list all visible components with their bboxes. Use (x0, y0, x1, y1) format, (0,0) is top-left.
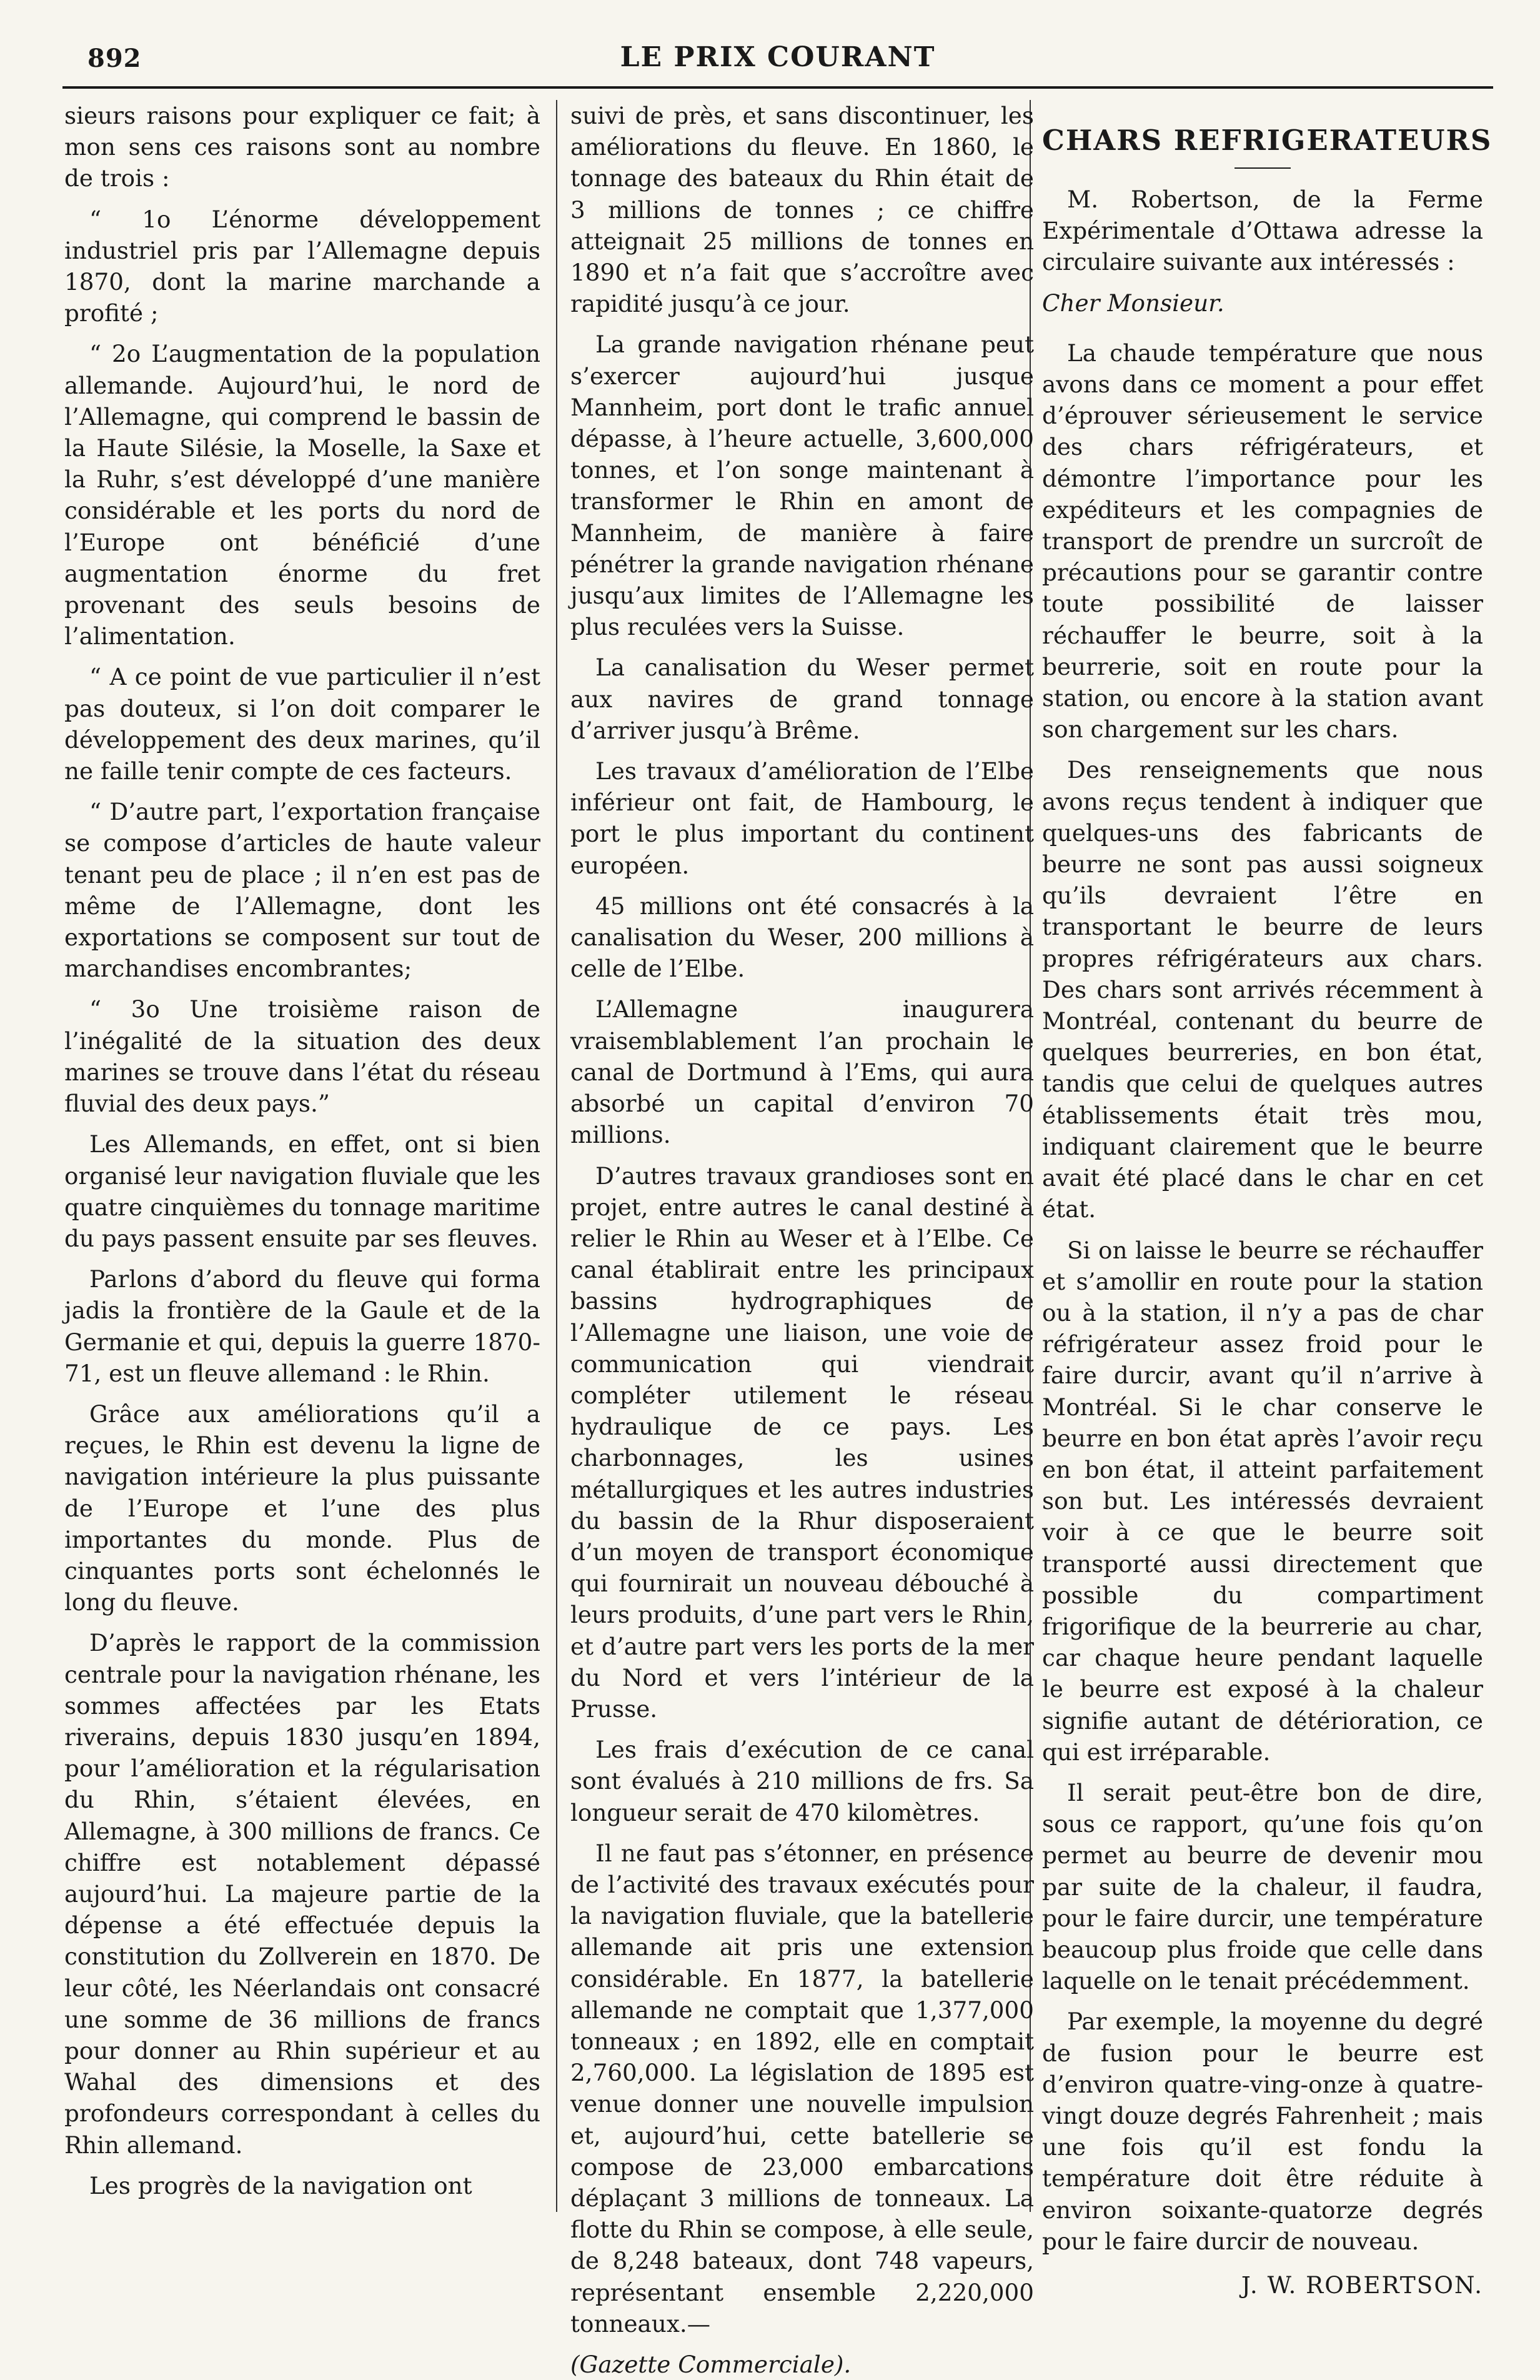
paragraph: D’autres travaux grandioses sont en projet, entre autres le canal destiné à relier le Rhin au Weser et à l’Elbe. Ce canal établirait entre les principaux bassins hydrographiques de l’Allemagne une liaison, une voie de communication qui viendrait compléter utilement le réseau hydraulique de ce pays. Les charbonnages, les usines métallurgiques et les autres industries du bassin de la Rhur disposeraient d’un moyen de transport économique qui fournirait un nouveau débouché à leurs produits, d’une part vers le Rhin, et d’autre part vers les ports de la mer du Nord et vers l’intérieur de la Prusse. (570, 1162, 1034, 1723)
column-2 (570, 100, 1034, 2379)
paragraph: “ D’autre part, l’exportation française se compose d’articles de haute valeur tenant peu de place ; il n’en est pas de même de l’Allemagne, dont les exportations se composent sur tout de marchandises encombrantes; (64, 798, 540, 983)
column-divider (556, 100, 557, 2212)
paragraph: Il ne faut pas s’étonner, en présence de l’activité des travaux exécutés pour la navigation fluviale, que la batellerie allemande ait pris une extension considérable. En 1877, la batellerie allemande ne comptait que 1,377,000 tonneaux ; en 1892, elle en comptait 2,760,000. La législation de 1895 est venue donner une nouvelle impulsion et, aujourd’hui, cette batellerie se compose de 23,000 embarcations déplaçant 3 millions de tonneaux. La flotte du Rhin se compose, à elle seule, de 8,248 bateaux, dont 748 vapeurs, représentant ensemble 2,220,000 tonneaux.— (570, 1839, 1034, 2338)
journal-title: LE PRIX COURANT (620, 41, 936, 73)
paragraph: La chaude température que nous avons dans ce moment a pour effet d’éprouver sérieusement le service des chars réfrigérateurs, et démontre l’importance pour les expéditeurs et les compagnies de transport de prendre un surcroît de précautions pour se garantir contre toute possibilité de laisser réchauffer le beurre, soit à la beurrerie, soit en route pour la station, ou encore à la station avant son chargement sur les chars. (1042, 339, 1483, 744)
paragraph: Des renseignements que nous avons reçus tendent à indiquer que quelques-uns des fabricants de beurre ne sont pas aussi soigneux qu’ils devraient l’être en transportant le beurre de leurs propres réfrigérateurs aux chars. Des chars sont arrivés récemment à Montréal, contenant du beurre de quelques beurreries, en bon état, tandis que celui de quelques autres établissements était très mou, indiquant clairement que le beurre avait été placé dans le char en cet état. (1042, 756, 1483, 1223)
paragraph: Les progrès de la navigation ont (89, 2171, 472, 2199)
paragraph: suivi de près, et sans discontinuer, les améliorations du fleuve. En 1860, le tonnage des bateaux du Rhin était de 3 millions de tonnes ; ce chiffre atteignait 25 millions de tonnes en 1890 et n’a fait que s’accroître avec rapidité jusqu’à ce jour. (570, 102, 1034, 318)
column-3 (1042, 100, 1493, 2299)
signature: J. W. ROBERTSON. (1241, 2271, 1483, 2299)
header-rule (62, 86, 1493, 89)
paragraph: L’Allemagne inaugurera vraisemblablement l’an prochain le canal de Dortmund à l’Ems, qui aura absorbé un capital d’environ 70 millions. (570, 995, 1034, 1149)
paragraph: “ 3o Une troisième raison de l’inégalité de la situation des deux marines se trouve dans l’état du réseau fluvial des deux pays.” (64, 995, 540, 1118)
paragraph: D’après le rapport de la commission centrale pour la navigation rhénane, les sommes affectées par les Etats riverains, depuis 1830 jusqu’en 1894, pour l’amélioration et la régularisation du Rhin, s’étaient élevées, en Allemagne, à 300 millions de francs. Ce chiffre est notablement dépassé aujourd’hui. La majeure partie de la dépense a été effectuée depuis la constitution du Zollverein en 1870. De leur côté, les Néerlandais ont consacré une somme de 36 millions de francs pour donner au Rhin supérieur et au Wahal des dimensions et des profondeurs correspondant à celles du Rhin allemand. (64, 1629, 540, 2159)
paragraph: Par exemple, la moyenne du degré de fusion pour le beurre est d’environ quatre-ving-onze à quatre-vingt douze degrés Fahrenheit ; mais une fois qu’il est fondu la température doit être réduite à environ soixante-quatorze degrés pour le faire durcir de nouveau. (1042, 2008, 1483, 2255)
paragraph: “ 2o L’augmentation de la population allemande. Aujourd’hui, le nord de l’Allemagne, qui comprend le bassin de la Haute Silésie, la Moselle, la Saxe et la Ruhr, s’est développé d’une manière considérable et les ports du nord de l’Europe ont bénéficié d’une augmentation énorme du fret provenant des seuls besoins de l’alimentation. (64, 340, 540, 650)
page-number: 892 (87, 44, 142, 73)
paragraph: Il serait peut-être bon de dire, sous ce rapport, qu’une fois qu’on permet au beurre de devenir mou par suite de la chaleur, il faudra, pour le faire durcir, une température beaucoup plus froide que celle dans laquelle on le tenait précédemment. (1042, 1778, 1483, 1995)
article-source: (Gazette Commerciale). (570, 2351, 852, 2379)
page-header (62, 37, 1493, 81)
paragraph: “ A ce point de vue particulier il n’est pas douteux, si l’on doit comparer le développement des deux marines, qu’il ne faille tenir compte de ces facteurs. (64, 663, 540, 785)
paragraph: sieurs raisons pour expliquer ce fait; à mon sens ces raisons sont au nombre de trois : (64, 102, 540, 192)
salutation: Cher Monsieur. (1042, 289, 1225, 317)
heading-rule (1234, 167, 1291, 169)
paragraph: La canalisation du Weser permet aux navires de grand tonnage d’arriver jusqu’à Brême. (570, 654, 1034, 744)
paragraph: Les frais d’exécution de ce canal sont évalués à 210 millions de frs. Sa longueur serait de 470 kilomètres. (570, 1736, 1034, 1826)
paragraph: Les travaux d’amélioration de l’Elbe inférieur ont fait, de Hambourg, le port le plus important du continent européen. (570, 757, 1034, 879)
article-heading: CHARS REFRIGERATEURS (1042, 124, 1493, 157)
paragraph: Parlons d’abord du fleuve qui forma jadis la frontière de la Gaule et de la Germanie et qui, depuis la guerre 1870-71, est un fleuve allemand : le Rhin. (64, 1265, 540, 1387)
column-1 (64, 100, 540, 2224)
paragraph: Les Allemands, en effet, ont si bien organisé leur navigation fluviale que les quatre cinquièmes du tonnage maritime du pays passent ensuite par ses fleuves. (64, 1130, 540, 1252)
paragraph: La grande navigation rhénane peut s’exercer aujourd’hui jusque Mannheim, port dont le trafic annuel dépasse, à l’heure actuelle, 3,600,000 tonnes, et l’on songe maintenant à transformer le Rhin en amont de Mannheim, de manière à faire pénétrer la grande navigation rhénane jusqu’aux limites de l’Allemagne les plus reculées vers la Suisse. (570, 331, 1034, 641)
paragraph: M. Robertson, de la Ferme Expérimentale d’Ottawa adresse la circulaire suivante aux intéressés : (1042, 186, 1483, 276)
paragraph: Si on laisse le beurre se réchauffer et s’amollir en route pour la station ou à la station, il n’y a pas de char réfrigérateur assez froid pour le faire durcir, avant qu’il n’arrive à Montréal. Si le char conserve le beurre en bon état après l’avoir reçu en bon état, il atteint parfaitement son but. Les intéressés devraient voir à ce que le beurre soit transporté aussi directement que possible du compartiment frigorifique de la beurrerie au char, car chaque heure pendant laquelle le beurre est exposé à la chaleur signifie autant de détérioration, ce qui est irréparable. (1042, 1236, 1483, 1766)
paragraph: “ 1o L’énorme développement industriel pris par l’Allemagne depuis 1870, dont la marine marchande a profité ; (64, 205, 540, 327)
paragraph: 45 millions ont été consacrés à la canalisation du Weser, 200 millions à celle de l’Elbe. (570, 892, 1034, 983)
paragraph: Grâce aux améliorations qu’il a reçues, le Rhin est devenu la ligne de navigation intérieure la plus puissante de l’Europe et l’une des plus importantes du monde. Plus de cinquantes ports sont échelonnés le long du fleuve. (64, 1400, 540, 1616)
